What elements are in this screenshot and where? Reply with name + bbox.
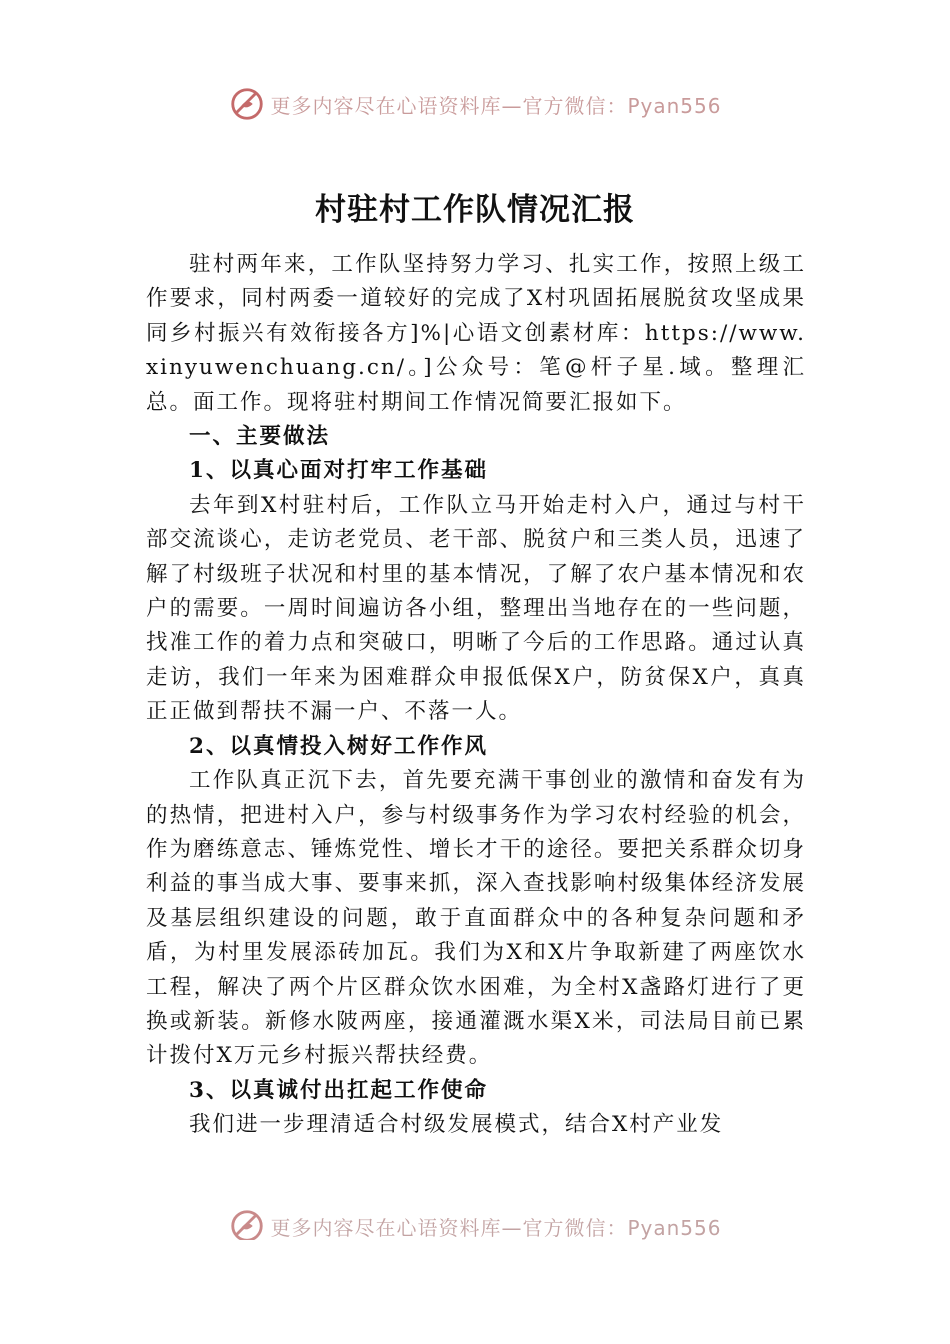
subsection-heading-2: 2、以真情投入树好工作作风 (189, 733, 488, 759)
subsection-paragraph-1: 去年到X村驻村后，工作队立马开始走村入户，通过与村干部交流谈心，走访老党员、老干部、脱贫户和三类人员，迅速了解了村级班子状况和村里的基本情况，了解了农户基本情况和农户的需要。一周时间遍访各小组，整理出当地存在的一些问题，找准工作的着力点和突破口，明晰了今后的工作思路。通过认真走访，我们一年来为困难群众申报低保X户，防贫保X户，真真正正做到帮扶不漏一户、不落一人。 (146, 492, 806, 725)
intro-paragraph: 驻村两年来，工作队坚持努力学习、扎实工作，按照上级工作要求，同村两委一道较好的完成了X村巩固拓展脱贫攻坚成果同乡村振兴有效衔接各方]%|心语文创素材库：https://www.xinyuwenchuang.cn/。]公众号：笔@杆子星.域。整理汇总。面工作。现将驻村期间工作情况简要汇报如下。 (146, 252, 806, 415)
document-body (146, 248, 806, 1143)
subsection-paragraph-2: 工作队真正沉下去，首先要充满干事创业的激情和奋发有为的热情，把进村入户，参与村级事务作为学习农村经验的机会，作为磨练意志、锤炼党性、增长才干的途径。要把关系群众切身利益的事当成大事、要事来抓，深入查找影响村级集体经济发展及基层组织建设的问题，敢于直面群众中的各种复杂问题和矛盾，为村里发展添砖加瓦。我们为X和X片争取新建了两座饮水工程，解决了两个片区群众饮水困难，为全村X盏路灯进行了更换或新装。新修水陂两座，接通灌溉水渠X米，司法局目前已累计拨付X万元乡村振兴帮扶经费。 (146, 768, 806, 1069)
logo-icon (228, 85, 266, 123)
document-title: 村驻村工作队情况汇报 (315, 192, 635, 228)
footer-watermark (0, 1206, 950, 1240)
subsection-paragraph-3: 我们进一步理清适合村级发展模式，结合X村产业发 (189, 1112, 724, 1138)
section-heading: 一、主要做法 (189, 424, 331, 450)
header-watermark-text: 更多内容尽在心语资料库—官方微信：Pyan556 (270, 93, 722, 118)
logo-icon (228, 1207, 266, 1240)
subsection-heading-1: 1、以真心面对打牢工作基础 (189, 458, 488, 484)
footer-watermark-text: 更多内容尽在心语资料库—官方微信：Pyan556 (270, 1215, 722, 1240)
subsection-heading-3: 3、以真诚付出扛起工作使命 (189, 1077, 488, 1103)
header-watermark (0, 84, 950, 124)
